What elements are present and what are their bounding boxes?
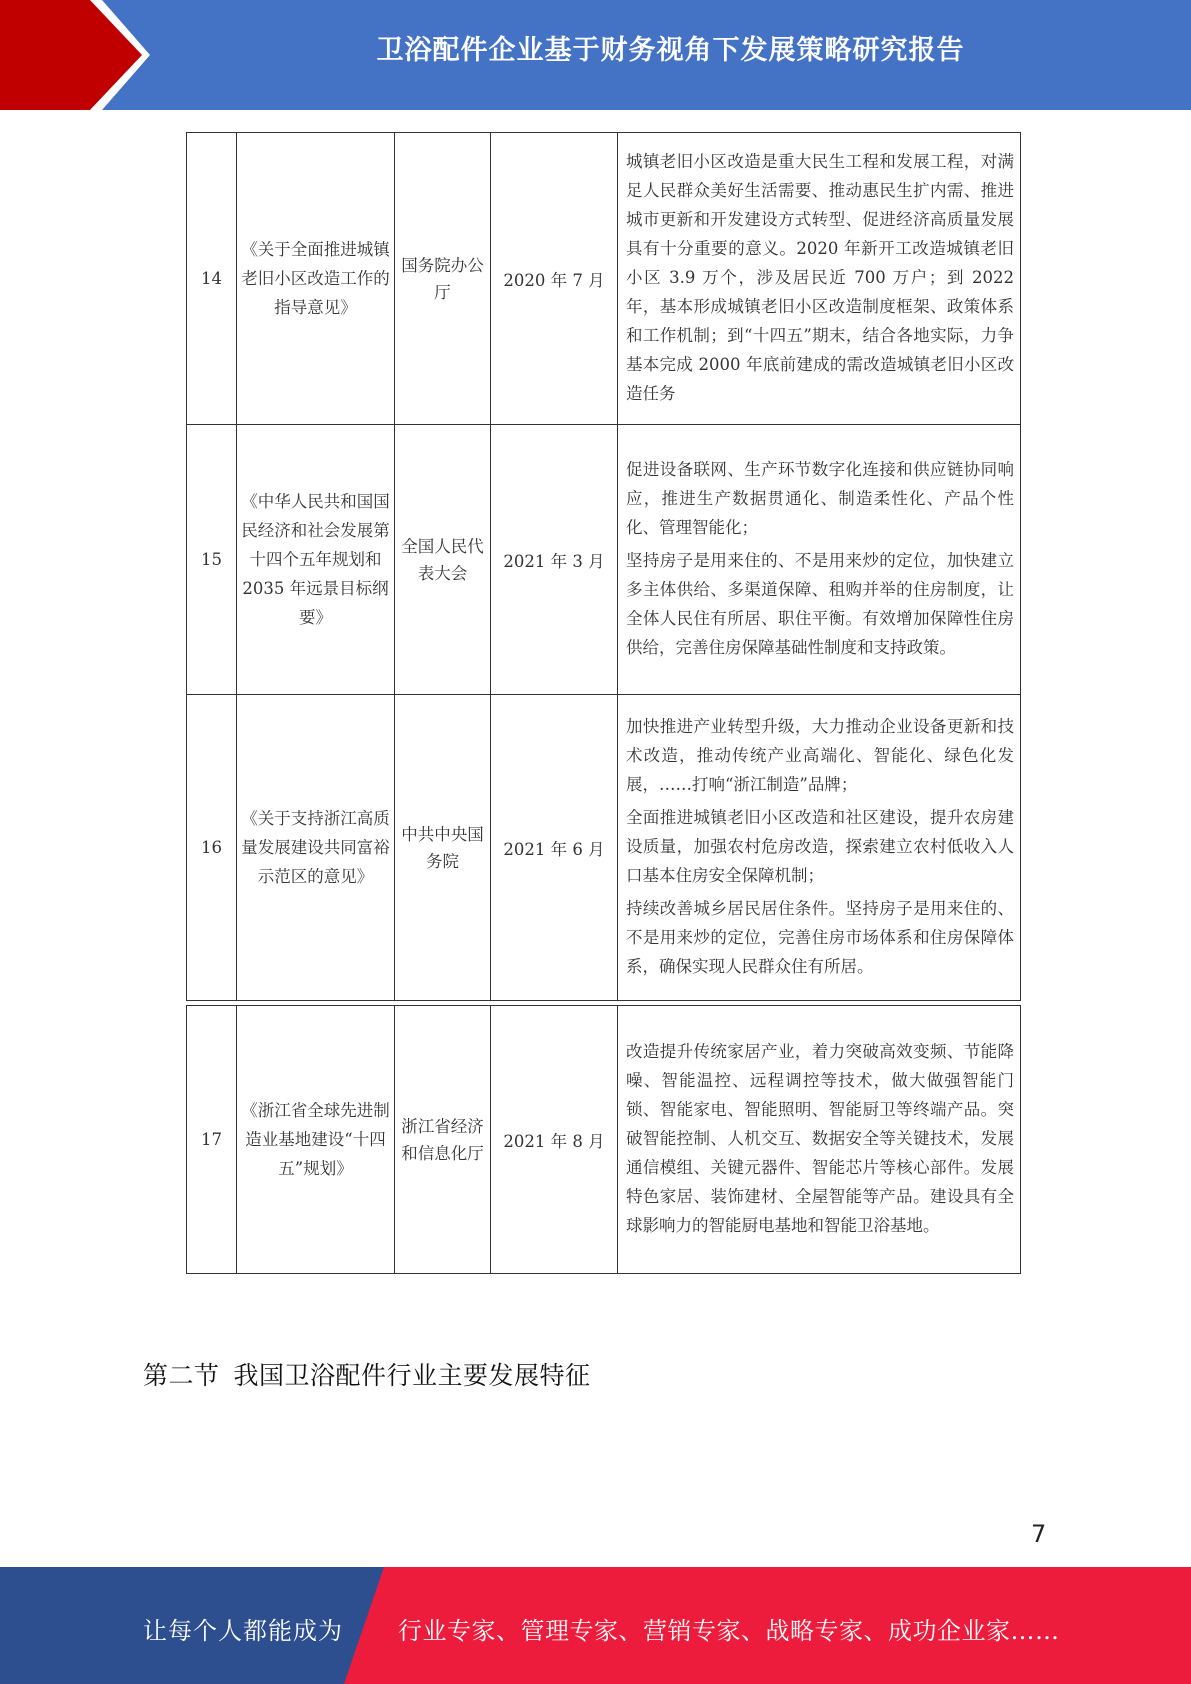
issuer: 全国人民代表大会 [395, 425, 491, 695]
issue-date: 2021 年 3 月 [491, 425, 618, 695]
policy-content [618, 1006, 1021, 1274]
header-chevron-decoration [0, 0, 150, 110]
issuer: 中共中央国务院 [395, 695, 491, 1001]
content-paragraph: 持续改善城乡居民居住条件。坚持房子是用来住的、不是用来炒的定位，完善住房市场体系和住房保障体系，确保实现人民群众住有所居。 [626, 898, 1014, 976]
page-footer [0, 1567, 1191, 1684]
page-header [0, 0, 1191, 110]
row-number: 14 [187, 133, 237, 425]
content-paragraph: 城镇老旧小区改造是重大民生工程和发展工程，对满足人民群众美好生活需要、推动惠民生扩内需、推进城市更新和开发建设方式转型、促进经济高质量发展具有十分重要的意义。2020 年新开工改造城镇老旧小区 3.9 万个，涉及居民近 700 万户；到 2022 年，基本形成城镇老旧小区改造制度框架、政策体系和工作机制；到“十四五”期末，结合各地实际，力争基本完成 2000 年底前建成的需改造城镇老旧小区改造任务 [626, 151, 1014, 403]
document-name: 《中华人民共和国国民经济和社会发展第十四个五年规划和 2035 年远景目标纲要》 [237, 425, 395, 695]
row-number: 15 [187, 425, 237, 695]
content-paragraph: 坚持房子是用来住的、不是用来炒的定位，加快建立多主体供给、多渠道保障、租购并举的住房制度，让全体人民住有所居、职住平衡。有效增加保障性住房供给，完善住房保障基础性制度和支持政策。 [626, 550, 1014, 657]
issue-date: 2021 年 8 月 [491, 1006, 618, 1274]
report-title: 卫浴配件企业基于财务视角下发展策略研究报告 [376, 35, 965, 66]
row-number: 16 [187, 695, 237, 1001]
issuer: 浙江省经济和信息化厅 [395, 1006, 491, 1274]
document-name: 《关于全面推进城镇老旧小区改造工作的指导意见》 [237, 133, 395, 425]
content-paragraph: 改造提升传统家居产业，着力突破高效变频、节能降噪、智能温控、远程调控等技术，做大做强智能门锁、智能家电、智能照明、智能厨卫等终端产品。突破智能控制、人机交互、数据安全等关键技术，发展通信模组、关键元器件、智能芯片等核心部件。发展特色家居、装饰建材、全屋智能等产品。建设具有全球影响力的智能厨电基地和智能卫浴基地。 [626, 1041, 1014, 1235]
section-heading [143, 1356, 591, 1392]
table-row [187, 425, 1021, 695]
table-row [187, 695, 1021, 1001]
content-paragraph: 全面推进城镇老旧小区改造和社区建设，提升农房建设质量，加强农村危房改造，探索建立农村低收入人口基本住房安全保障机制； [626, 807, 1014, 885]
document-name: 《浙江省全球先进制造业基地建设“十四五”规划》 [237, 1006, 395, 1274]
footer-slogan-left: 让每个人都能成为 [143, 1617, 343, 1645]
content-paragraph: 加快推进产业转型升级，大力推动企业设备更新和技术改造，推动传统产业高端化、智能化、绿色化发展，……打响“浙江制造”品牌； [626, 716, 1014, 794]
section-number: 第二节 [143, 1361, 220, 1390]
policy-content [618, 133, 1021, 425]
policy-content [618, 425, 1021, 695]
policy-content [618, 695, 1021, 1001]
content-paragraph: 促进设备联网、生产环节数字化连接和供应链协同响应，推进生产数据贯通化、制造柔性化、产品个性化、管理智能化； [626, 459, 1014, 537]
policy-table [186, 132, 1021, 1001]
issuer: 国务院办公厅 [395, 133, 491, 425]
footer-slogan-right: 行业专家、管理专家、营销专家、战略专家、成功企业家…… [398, 1617, 1060, 1645]
section-title: 我国卫浴配件行业主要发展特征 [233, 1361, 591, 1390]
policy-table-continued [186, 1005, 1021, 1274]
document-name: 《关于支持浙江高质量发展建设共同富裕示范区的意见》 [237, 695, 395, 1001]
page-number: 7 [1031, 1520, 1047, 1548]
issue-date: 2021 年 6 月 [491, 695, 618, 1001]
issue-date: 2020 年 7 月 [491, 133, 618, 425]
row-number: 17 [187, 1006, 237, 1274]
table-row [187, 133, 1021, 425]
table-row [187, 1006, 1021, 1274]
